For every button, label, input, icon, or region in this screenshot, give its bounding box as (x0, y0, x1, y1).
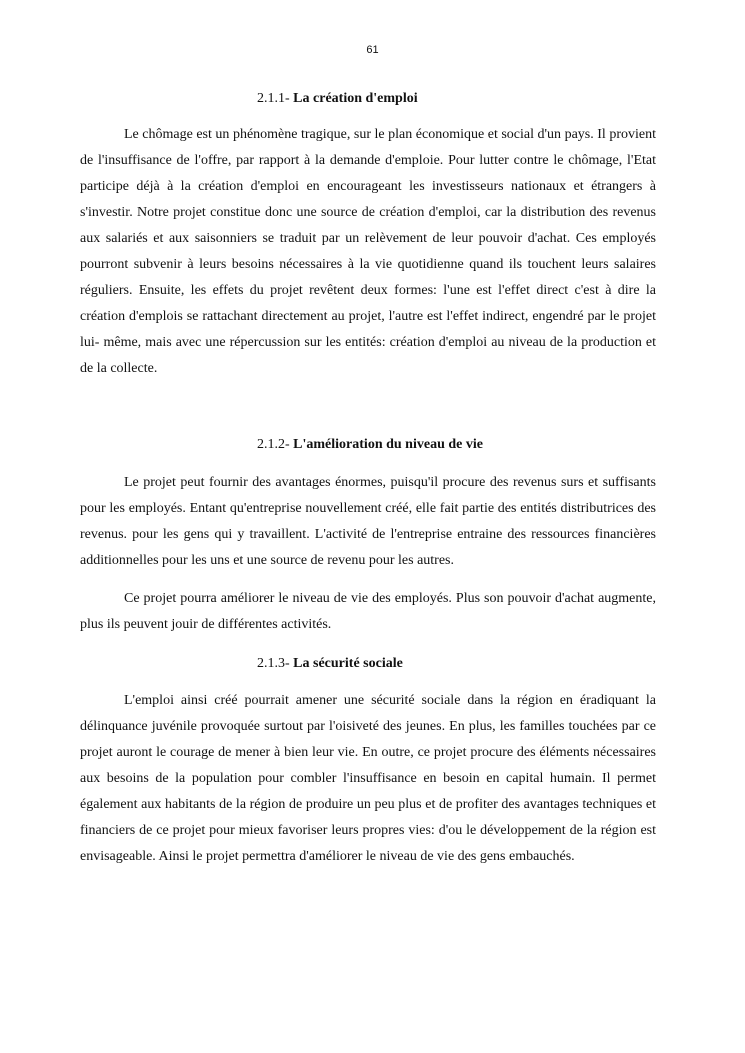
section-heading-amelioration-niveau-vie (257, 436, 483, 454)
section-heading-securite-sociale (257, 655, 403, 673)
section-heading-creation-emploi (257, 90, 418, 108)
section-number: 2.1.3- (257, 656, 290, 671)
paragraph-securite-sociale: L'emploi ainsi créé pourrait amener une sécurité sociale dans la région en éradiquant la délinquance juvénile provoquée surtout par l'oisiveté des jeunes. En plus, les familles touchées par ce projet auront le courage de mener à bien leur vie. En outre, ce projet procure des éléments nécessaires aux besoins de la population pour combler l'insuffisance en besoin en capital humain. Il permet également aux habitants de la région de produire un peu plus et de profiter des avantages techniques et financiers de ce projet pour mieux favoriser leurs propres vies: d'ou le développement de la région est envisageable. Ainsi le projet permettra d'améliorer le niveau de vie des gens embauchés. (80, 693, 656, 864)
paragraph-amelioration-2: Ce projet pourra améliorer le niveau de vie des employés. Plus son pouvoir d'achat augmente, plus ils peuvent jouir de différentes activités. (80, 591, 656, 632)
page-number: 61 (366, 44, 379, 56)
paragraph-creation-emploi: Le chômage est un phénomène tragique, sur le plan économique et social d'un pays. Il provient de l'insuffisance de l'offre, par rapport à la demande d'emploie. Pour lutter contre le chômage, l'Etat participe déjà à la création d'emploi en encourageant les investisseurs nationaux et étrangers à s'investir. Notre projet constitue donc une source de création d'emploi, car la distribution des revenus aux salariés et aux saisonniers se traduit par un relèvement de leur pouvoir d'achat. Ces employés pourront subvenir à leurs besoins nécessaires à la vie quotidienne quand ils touchent leurs salaires réguliers. Ensuite, les effets du projet revêtent deux formes: l'une est l'effet direct c'est à dire la création d'emplois se rattachant directement au projet, l'autre est l'effet indirect, engendré par le projet lui- même, mais avec une répercussion sur les entités: création d'emploi au niveau de la production et de la collecte. (80, 127, 656, 376)
section-title: L'amélioration du niveau de vie (293, 437, 483, 452)
section-number: 2.1.2- (257, 437, 290, 452)
section-number: 2.1.1- (257, 91, 290, 106)
section-title: La sécurité sociale (293, 656, 403, 671)
section-title: La création d'emploi (293, 91, 418, 106)
paragraph-amelioration-1: Le projet peut fournir des avantages énormes, puisqu'il procure des revenus surs et suffisants pour les employés. Entant qu'entreprise nouvellement créé, elle fait partie des entités distributrices des revenus. pour les gens qui y travaillent. L'activité de l'entreprise entraine des ressources financières additionnelles pour les uns et une source de revenu pour les autres. (80, 475, 656, 568)
